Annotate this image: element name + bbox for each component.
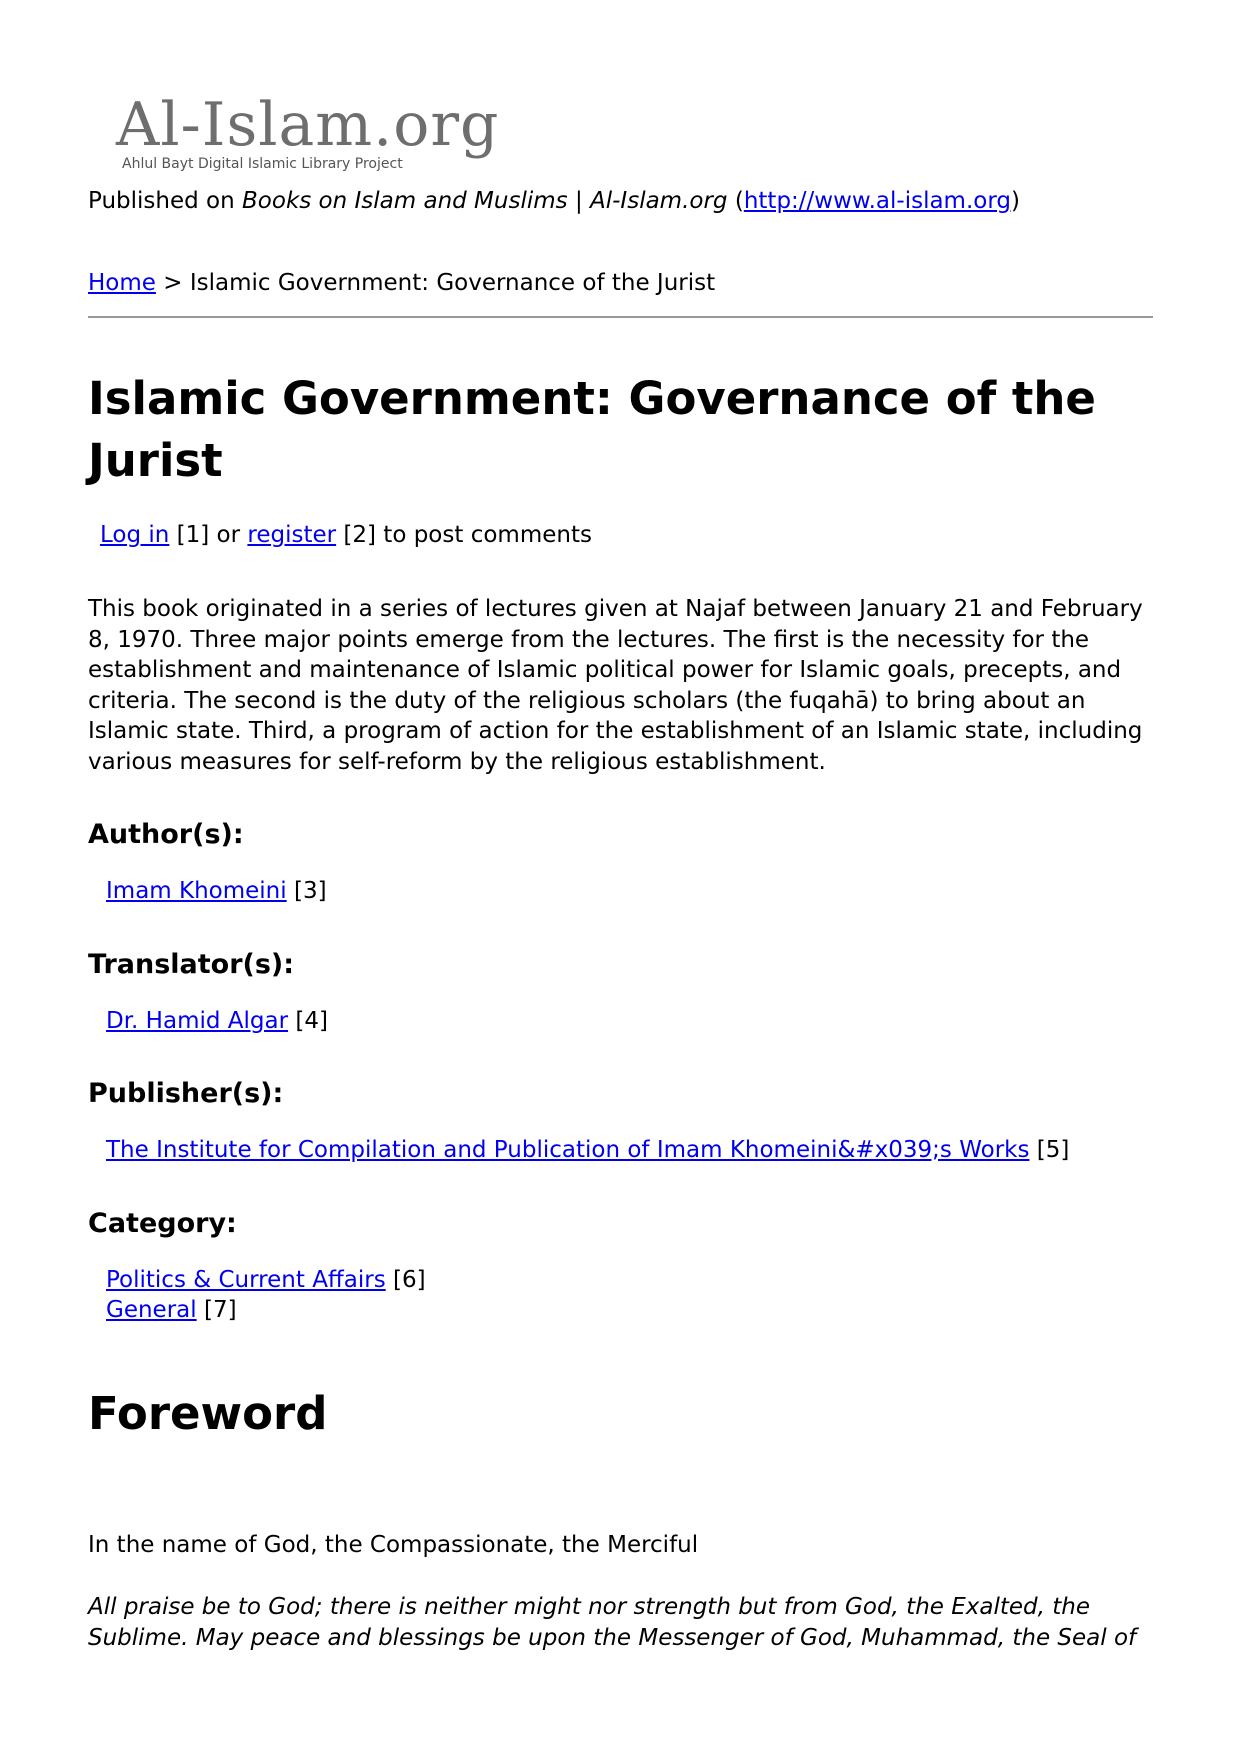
paren-open: ( [727,188,744,214]
header-divider [88,316,1153,318]
translators-heading: Translator(s): [88,949,295,980]
author-item [106,876,327,906]
translator-link[interactable]: Dr. Hamid Algar [106,1008,289,1034]
category-link-politics[interactable]: Politics & Current Affairs [106,1267,386,1293]
published-prefix: Published on [88,188,243,214]
paren-close: ) [1011,188,1020,214]
login-link[interactable]: Log in [100,522,170,548]
site-name: Books on Islam and Muslims | Al-Islam.org [242,188,728,214]
login-ref: [1] or [169,522,248,548]
logo-wordmark: Al-Islam.org [116,90,500,160]
praise-paragraph: All praise be to God; there is neither might nor strength but from God, the Exalted, the Sublime. May peace and blessings be upon the Messenger of God, Muhammad, the Seal of [88,1594,1137,1651]
author-link[interactable]: Imam Khomeini [106,878,287,904]
publishers-heading: Publisher(s): [88,1078,284,1109]
translator-item [106,1006,328,1036]
foreword-heading: Foreword [88,1387,328,1440]
breadcrumb [88,268,715,298]
category-heading: Category: [88,1208,237,1239]
register-ref: [2] to post comments [336,522,592,548]
translator-ref: [4] [288,1008,328,1034]
bismillah-line: In the name of God, the Compassionate, the Merciful [88,1532,699,1558]
page-title: Islamic Government: Governance of the Jurist [88,372,1096,487]
logo-tagline: Ahlul Bayt Digital Islamic Library Project [122,156,403,172]
category-item [106,1295,237,1325]
category-item [106,1265,426,1295]
author-ref: [3] [286,878,327,904]
publisher-ref: [5] [1029,1137,1070,1163]
authors-heading: Author(s): [88,819,244,850]
breadcrumb-separator: > [155,270,190,296]
publisher-item [106,1135,1069,1165]
published-on-line [88,186,1020,216]
category-ref: [7] [196,1297,237,1323]
breadcrumb-home-link[interactable]: Home [88,270,156,296]
publisher-link[interactable]: The Institute for Compilation and Publication of Imam Khomeini&#x039;s Works [106,1137,1030,1163]
breadcrumb-current: Islamic Government: Governance of the Jurist [189,270,716,296]
site-logo[interactable] [116,90,500,180]
comment-login-line [100,520,592,550]
register-link[interactable]: register [247,522,337,548]
book-description: This book originated in a series of lectures given at Najaf between January 21 and February 8, 1970. Three major points emerge from the lectures. The first is the necessity for the establishment and maintenance of Islamic political power for Islamic goals, precepts, and criteria. The second is the duty of the religious scholars (the fuqahā) to bring about an Islamic state. Third, a program of action for the establishment of an Islamic state, including various measures for self-reform by the religious establishment. [88,596,1143,775]
category-ref: [6] [385,1267,426,1293]
site-url-link[interactable]: http://www.al-islam.org [743,188,1012,214]
category-link-general[interactable]: General [106,1297,197,1323]
